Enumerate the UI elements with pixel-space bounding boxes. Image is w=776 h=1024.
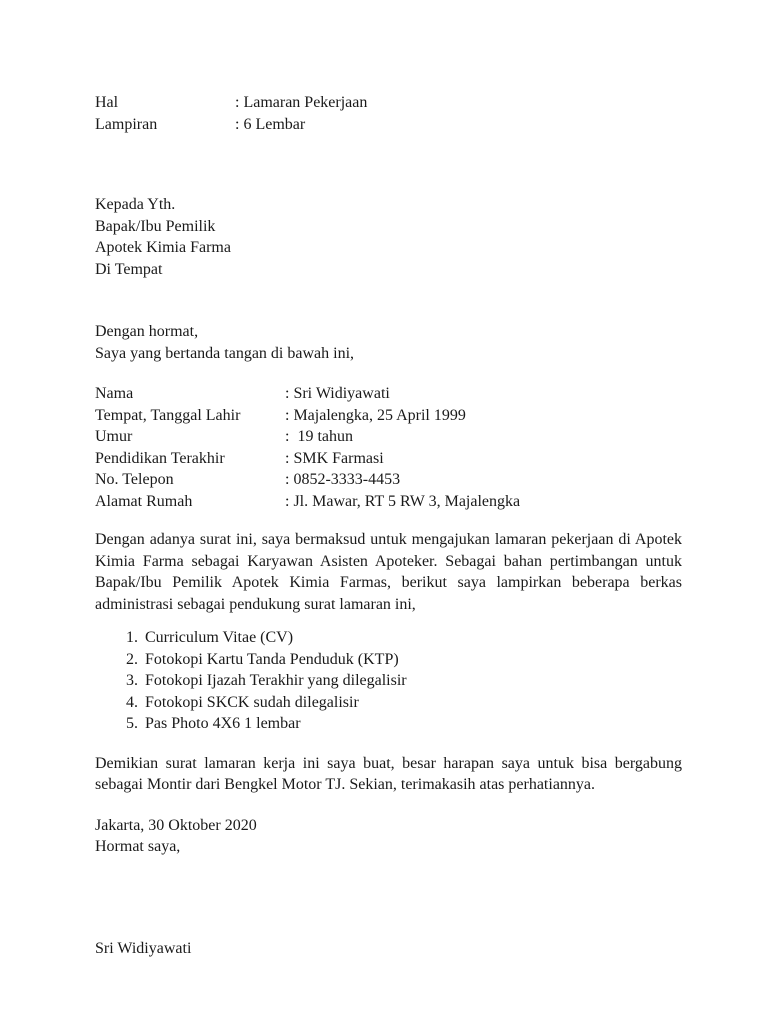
recipient-block (95, 194, 682, 280)
attachment-item: 3. Fotokopi Ijazah Terakhir yang dilegalisir (142, 670, 682, 692)
recipient-line: Di Tempat (95, 260, 163, 278)
data-row-umur (95, 426, 682, 448)
date-block (95, 815, 682, 858)
personal-data-block (95, 383, 682, 512)
attachments-block (95, 627, 682, 735)
recipient-line: Apotek Kimia Farma (95, 239, 231, 256)
data-row-telepon (95, 469, 682, 491)
attachment-item: 2. Fotokopi Kartu Tanda Penduduk (KTP) (142, 649, 682, 671)
data-row-alamat (95, 491, 682, 513)
closing-paragraph-block (95, 753, 682, 796)
signature-label: Hormat saya, (95, 838, 181, 855)
salutation-block (95, 321, 682, 364)
closing-paragraph: Demikian surat lamaran kerja ini saya buat, besar harapan saya untuk bisa bergabung sebagai Montir dari Bengkel Motor TJ. Sekian, terimakasih atas perhatiannya. (95, 754, 682, 793)
data-label-nama: Nama (95, 385, 134, 402)
header-row-hal (95, 92, 682, 114)
header-row-lampiran (95, 114, 682, 136)
data-label-telepon: No. Telepon (95, 471, 174, 488)
recipient-line: Bapak/Ibu Pemilik (95, 217, 216, 235)
attachment-item: 5. Pas Photo 4X6 1 lembar (142, 713, 682, 735)
date-line: Jakarta, 30 Oktober 2020 (95, 816, 257, 834)
data-value-nama: : Sri Widiyawati (285, 385, 390, 402)
data-row-ttl (95, 405, 682, 427)
header-label-hal: Hal (95, 94, 119, 111)
salutation-line: Saya yang bertanda tangan di bawah ini, (95, 344, 355, 362)
letter-header (95, 92, 682, 135)
header-label-lampiran: Lampiran (95, 115, 158, 133)
data-label-umur: Umur (95, 428, 133, 445)
header-value-hal: : Lamaran Pekerjaan (235, 94, 368, 111)
data-label-alamat: Alamat Rumah (95, 492, 193, 510)
signature-block (95, 938, 682, 960)
data-row-nama (95, 383, 682, 405)
attachment-item: 4. Fotokopi SKCK sudah dilegalisir (142, 692, 682, 714)
data-value-pendidikan: : SMK Farmasi (285, 449, 384, 467)
attachments-list (95, 627, 682, 735)
attachment-item: 1. Curriculum Vitae (CV) (142, 627, 682, 649)
data-label-ttl: Tempat, Tanggal Lahir (95, 406, 241, 424)
signature-name: Sri Widiyawati (95, 939, 192, 957)
data-row-pendidikan (95, 448, 682, 470)
data-value-alamat: : Jl. Mawar, RT 5 RW 3, Majalengka (285, 492, 521, 510)
body-paragraph: Dengan adanya surat ini, saya bermaksud untuk mengajukan lamaran pekerjaan di Apotek Kimia Farma sebagai Karyawan Asisten Apoteker. Sebagai bahan pertimbangan untuk Bapak/Ibu Pemilik Apotek Kimia Farmas, berikut saya lampirkan beberapa berkas administrasi sebagai pendukung surat lamaran ini, (95, 531, 682, 613)
data-value-ttl: : Majalengka, 25 April 1999 (285, 406, 466, 424)
header-value-lampiran: : 6 Lembar (235, 115, 306, 133)
data-value-umur: : 19 tahun (285, 428, 353, 445)
data-value-telepon: : 0852-3333-4453 (285, 471, 401, 488)
body-paragraph-block (95, 529, 682, 615)
data-label-pendidikan: Pendidikan Terakhir (95, 449, 225, 467)
recipient-line: Kepada Yth. (95, 196, 176, 213)
salutation-line: Dengan hormat, (95, 323, 199, 340)
